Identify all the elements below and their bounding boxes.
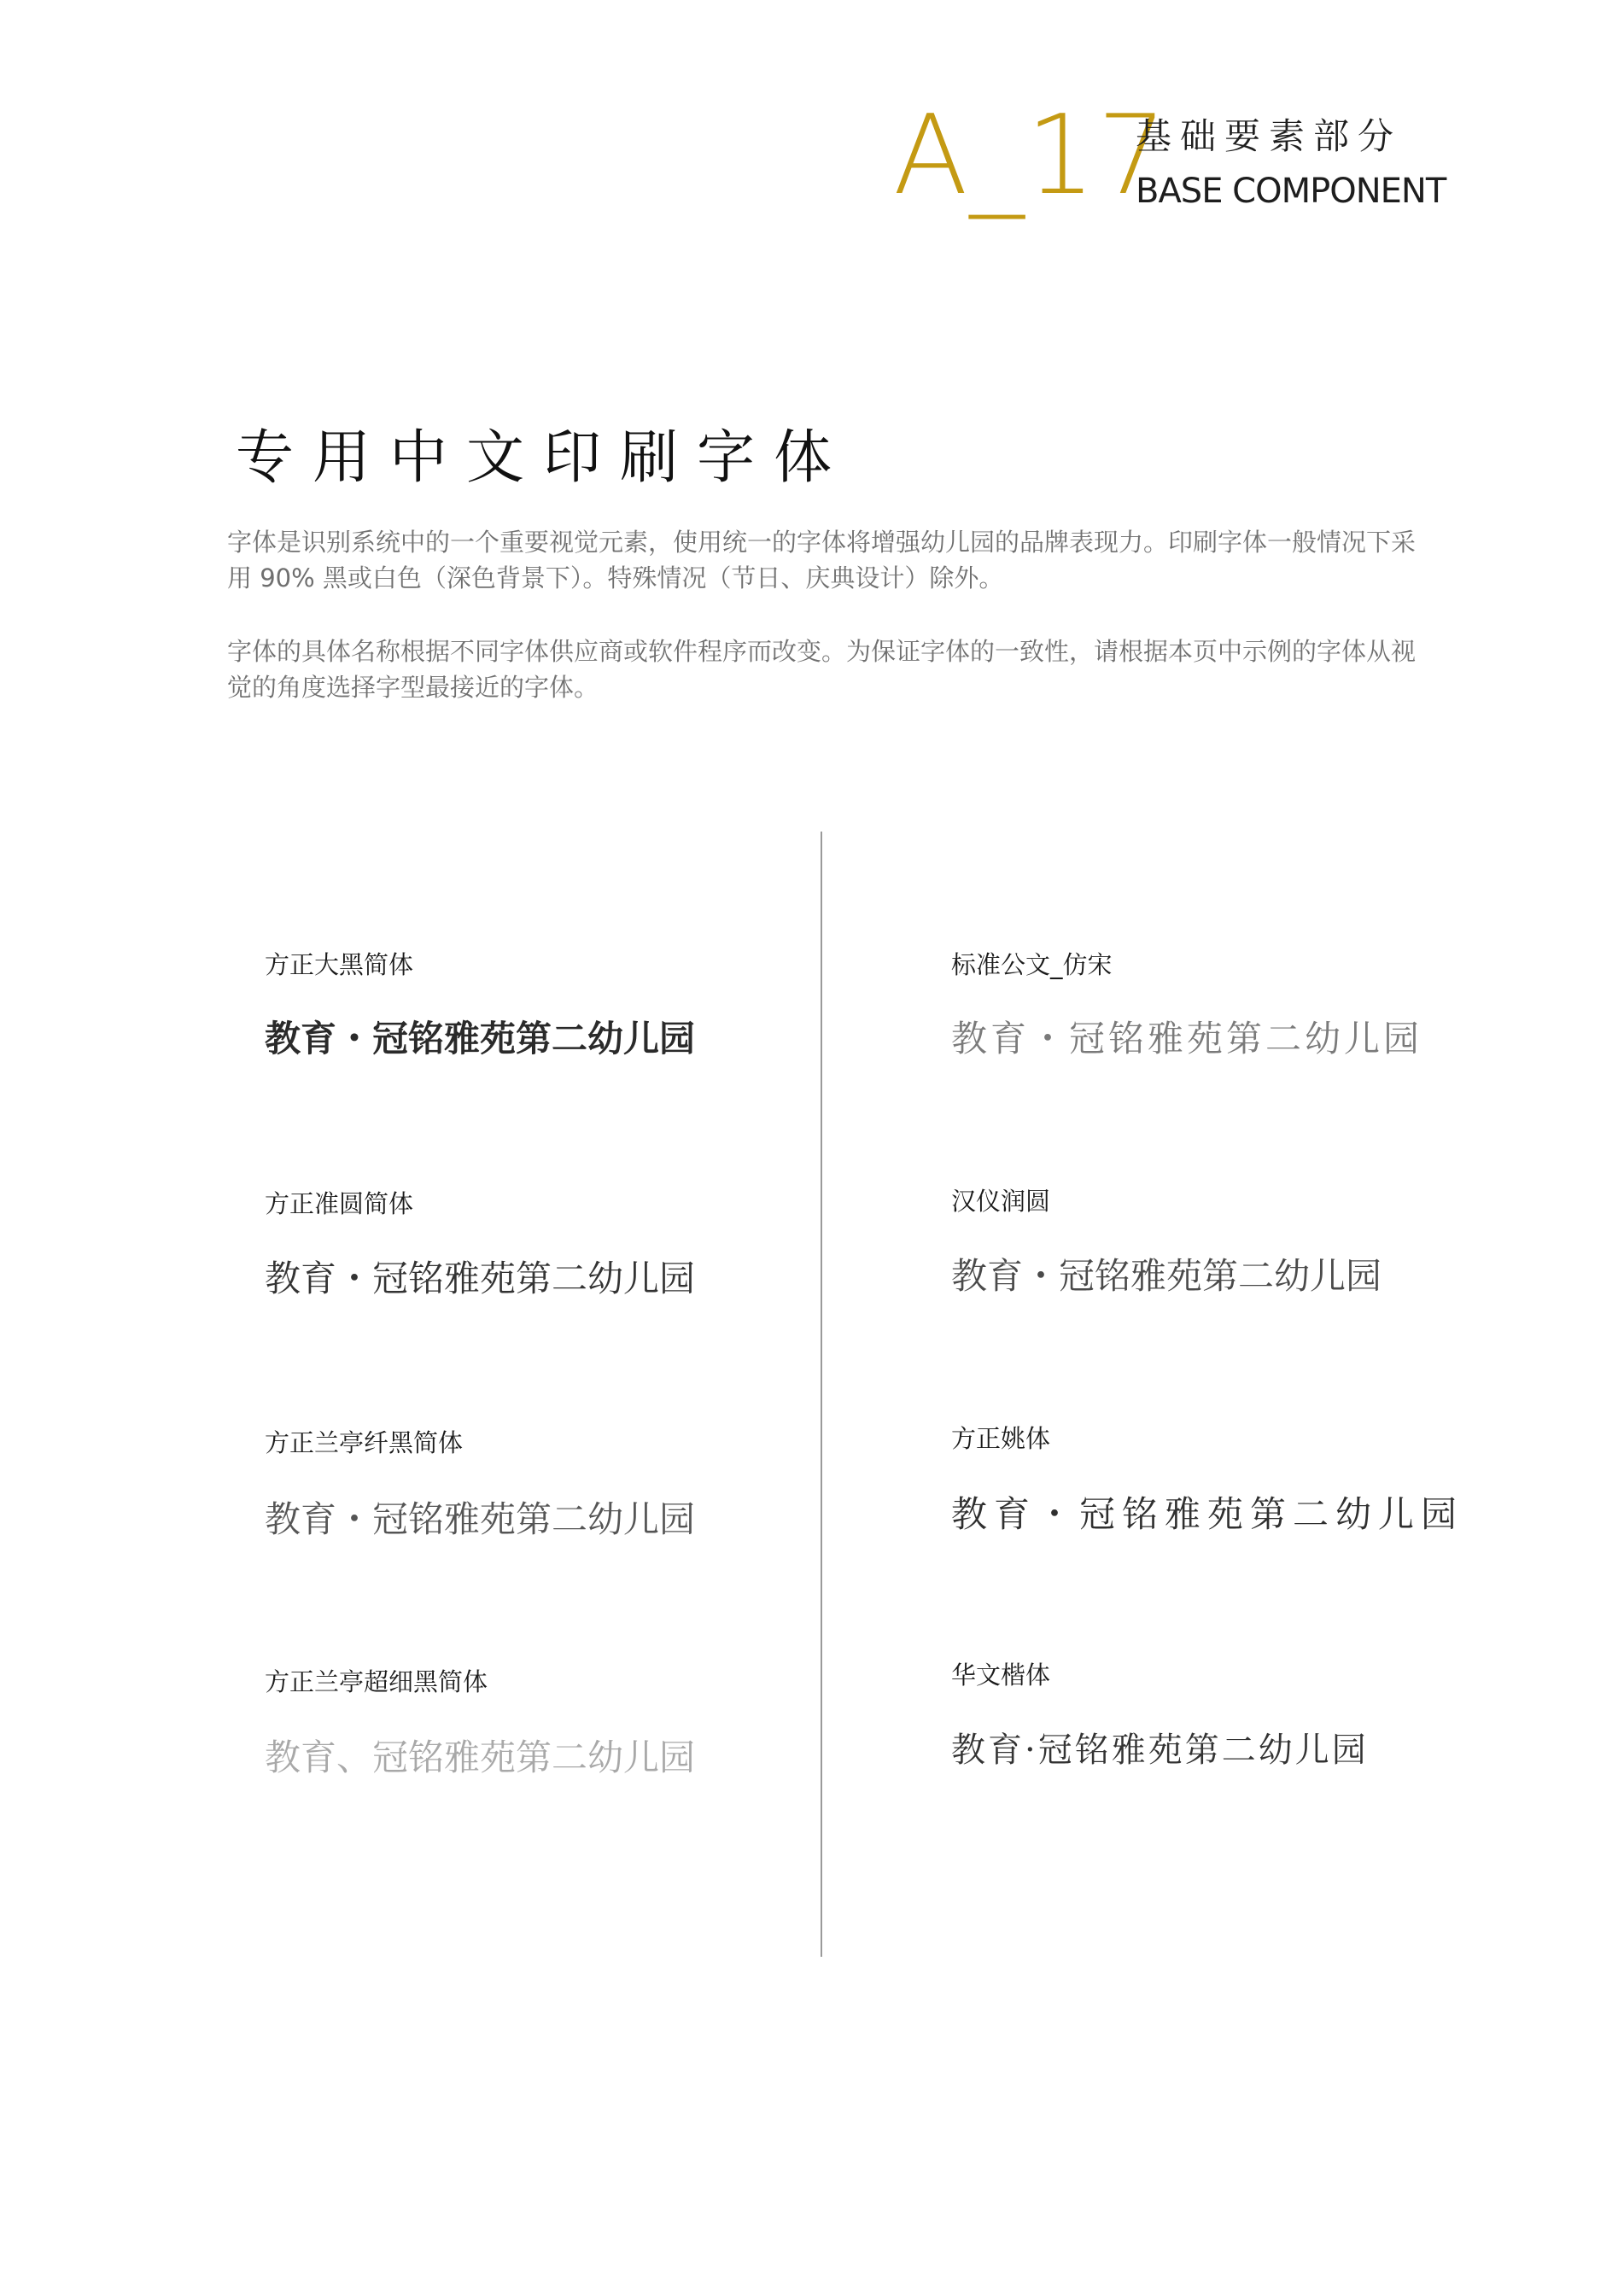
font-sample-fangsong: 教育・冠铭雅苑第二幼儿园	[951, 1018, 1423, 1059]
font-sample-fz-yaoti: 教育・冠铭雅苑第二幼儿园	[951, 1493, 1464, 1535]
font-name-fz-yaoti: 方正姚体	[951, 1424, 1051, 1453]
font-name-huawen-kaiti: 华文楷体	[951, 1661, 1051, 1690]
font-name-fangsong: 标准公文_仿宋	[951, 950, 1113, 979]
font-sample-fz-zhunyuan: 教育・冠铭雅苑第二幼儿园	[265, 1258, 696, 1299]
column-divider	[821, 832, 822, 1957]
font-name-hanyi-runyuan: 汉仪润圆	[951, 1187, 1051, 1216]
section-title-en: BASE COMPONENT	[1136, 172, 1446, 211]
font-sample-fz-lanting-xianhei: 教育・冠铭雅苑第二幼儿园	[265, 1498, 696, 1540]
section-title-cn: 基础要素部分	[1136, 115, 1403, 157]
font-sample-hanyi-runyuan: 教育・冠铭雅苑第二幼儿园	[951, 1255, 1382, 1297]
font-name-fz-zhunyuan: 方正准圆简体	[265, 1189, 414, 1218]
font-sample-fz-dahei: 教育・冠铭雅苑第二幼儿园	[265, 1018, 696, 1059]
page-code: A_17	[893, 92, 1169, 219]
font-sample-fz-lanting-chaoxihei: 教育、冠铭雅苑第二幼儿园	[265, 1737, 696, 1778]
font-sample-huawen-kaiti: 教育·冠铭雅苑第二幼儿园	[951, 1731, 1369, 1770]
page-title: 专用中文印刷字体	[236, 424, 851, 492]
font-name-fz-lanting-xianhei: 方正兰亭纤黑简体	[265, 1428, 464, 1457]
intro-paragraph-1: 字体是识别系统中的一个重要视觉元素，使用统一的字体将增强幼儿园的品牌表现力。印刷字体一般情况下采用 90% 黑或白色（深色背景下）。特殊情况（节日、庆典设计）除外。	[227, 528, 1417, 592]
font-name-fz-lanting-chaoxihei: 方正兰亭超细黑简体	[265, 1667, 488, 1696]
intro-paragraph-2: 字体的具体名称根据不同字体供应商或软件程序而改变。为保证字体的一致性，请根据本页中示例的字体从视觉的角度选择字型最接近的字体。	[227, 637, 1417, 702]
font-name-fz-dahei: 方正大黑简体	[265, 950, 414, 979]
